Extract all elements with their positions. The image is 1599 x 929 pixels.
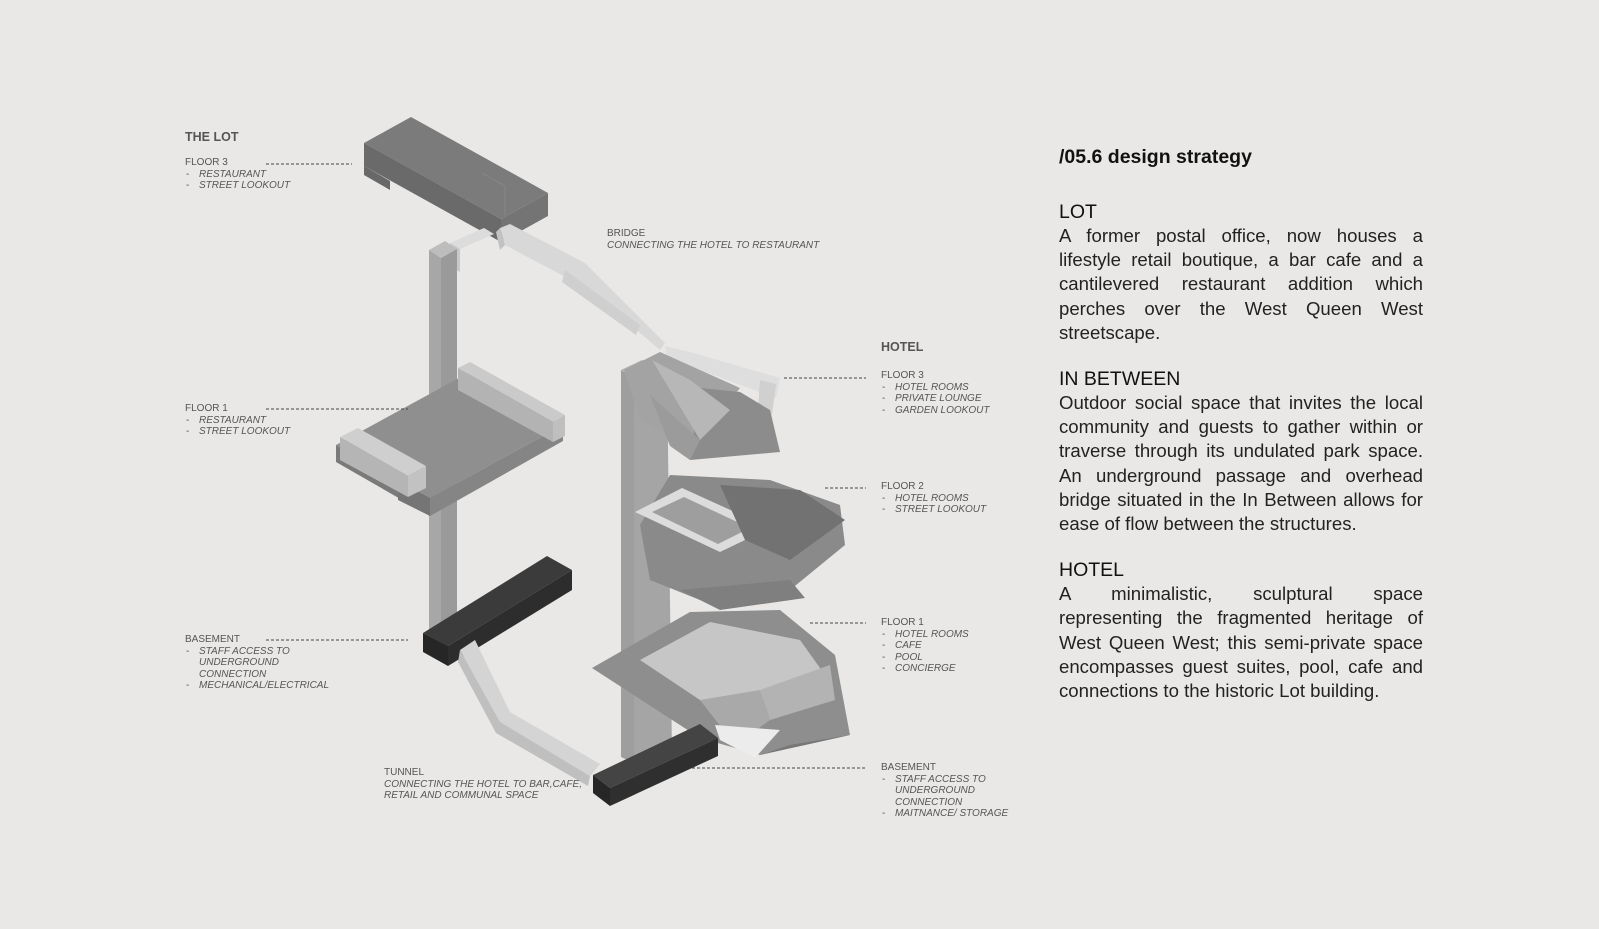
tunnel	[458, 640, 600, 786]
hotel-basement-name: BASEMENT	[881, 762, 937, 773]
hotel-floor3-name: FLOOR 3	[881, 370, 924, 381]
list-item: - STREET LOOKOUT	[185, 180, 290, 192]
section-heading-in-between: IN BETWEEN	[1059, 368, 1181, 391]
lot-floor1-label	[185, 403, 290, 438]
list-item: - MAITNANCE/ STORAGE	[881, 808, 1041, 820]
section-heading-lot: LOT	[1059, 201, 1097, 223]
hotel-floor2-name: FLOOR 2	[881, 481, 924, 492]
tunnel-label	[384, 767, 584, 802]
tunnel-desc: CONNECTING THE HOTEL TO BAR,CAFE, RETAIL AND COMMUNAL SPACE	[384, 778, 582, 802]
list-item: - STREET LOOKOUT	[185, 426, 290, 438]
list-item: - PRIVATE LOUNGE	[881, 393, 989, 405]
section-body-in-between: Outdoor social space that invites the local community and guests to gather within or traverse through its undulated park space. An underground passage and overhead bridge situated in the In Between allows for ease of flow between the structures.	[1059, 392, 1423, 535]
list-item: - HOTEL ROOMS	[881, 629, 969, 641]
lot-floor3-label	[185, 157, 290, 192]
list-item: - HOTEL ROOMS	[881, 382, 989, 394]
tunnel-name: TUNNEL	[384, 767, 425, 778]
list-item: - STAFF ACCESS TO UNDERGROUND CONNECTION	[881, 774, 995, 809]
list-item: - RESTAURANT	[185, 415, 290, 427]
section-body-hotel: A minimalistic, sculptural space representing the fragmented heritage of West Queen West; this semi-private space encompasses guest suites, pool, cafe and connections to the historic Lot building.	[1059, 583, 1423, 702]
lot-title: THE LOT	[185, 130, 239, 144]
lot-basement-label	[185, 634, 345, 692]
section-heading-hotel: HOTEL	[1059, 559, 1125, 582]
hotel-title: HOTEL	[881, 340, 924, 354]
hotel-basement-label	[881, 762, 1041, 820]
panel-title: /05.6 design strategy	[1059, 146, 1252, 168]
hotel-title-label	[881, 342, 923, 367]
design-strategy-panel	[1059, 146, 1423, 725]
list-item: - STAFF ACCESS TO UNDERGROUND CONNECTION	[185, 646, 299, 681]
list-item: - GARDEN LOOKOUT	[881, 405, 989, 417]
bridge-desc: CONNECTING THE HOTEL TO RESTAURANT	[607, 239, 820, 251]
hotel-floor1-name: FLOOR 1	[881, 617, 924, 628]
list-item: - STREET LOOKOUT	[881, 504, 986, 516]
bridge-label	[607, 228, 837, 251]
list-item: - POOL	[881, 652, 969, 664]
bridge-name: BRIDGE	[607, 228, 646, 239]
list-item: - HOTEL ROOMS	[881, 493, 986, 505]
hotel-floor3-label	[881, 370, 989, 416]
hotel-floor2-label	[881, 481, 986, 516]
list-item: - CAFE	[881, 640, 969, 652]
lot-floor1-name: FLOOR 1	[185, 403, 228, 414]
section-body-lot: A former postal office, now houses a lifestyle retail boutique, a bar cafe and a cantilevered restaurant addition which perches over the West Queen West streetscape.	[1059, 225, 1423, 343]
lot-labels	[185, 132, 238, 157]
lot-basement-name: BASEMENT	[185, 634, 241, 645]
lot-floor3-block	[364, 117, 548, 242]
hotel-floor1-label	[881, 617, 969, 675]
lot-floor1-slab	[336, 362, 565, 516]
list-item: - CONCIERGE	[881, 663, 969, 675]
lot-floor3-name: FLOOR 3	[185, 157, 228, 168]
list-item: - MECHANICAL/ELECTRICAL	[185, 680, 345, 692]
list-item: - RESTAURANT	[185, 169, 290, 181]
